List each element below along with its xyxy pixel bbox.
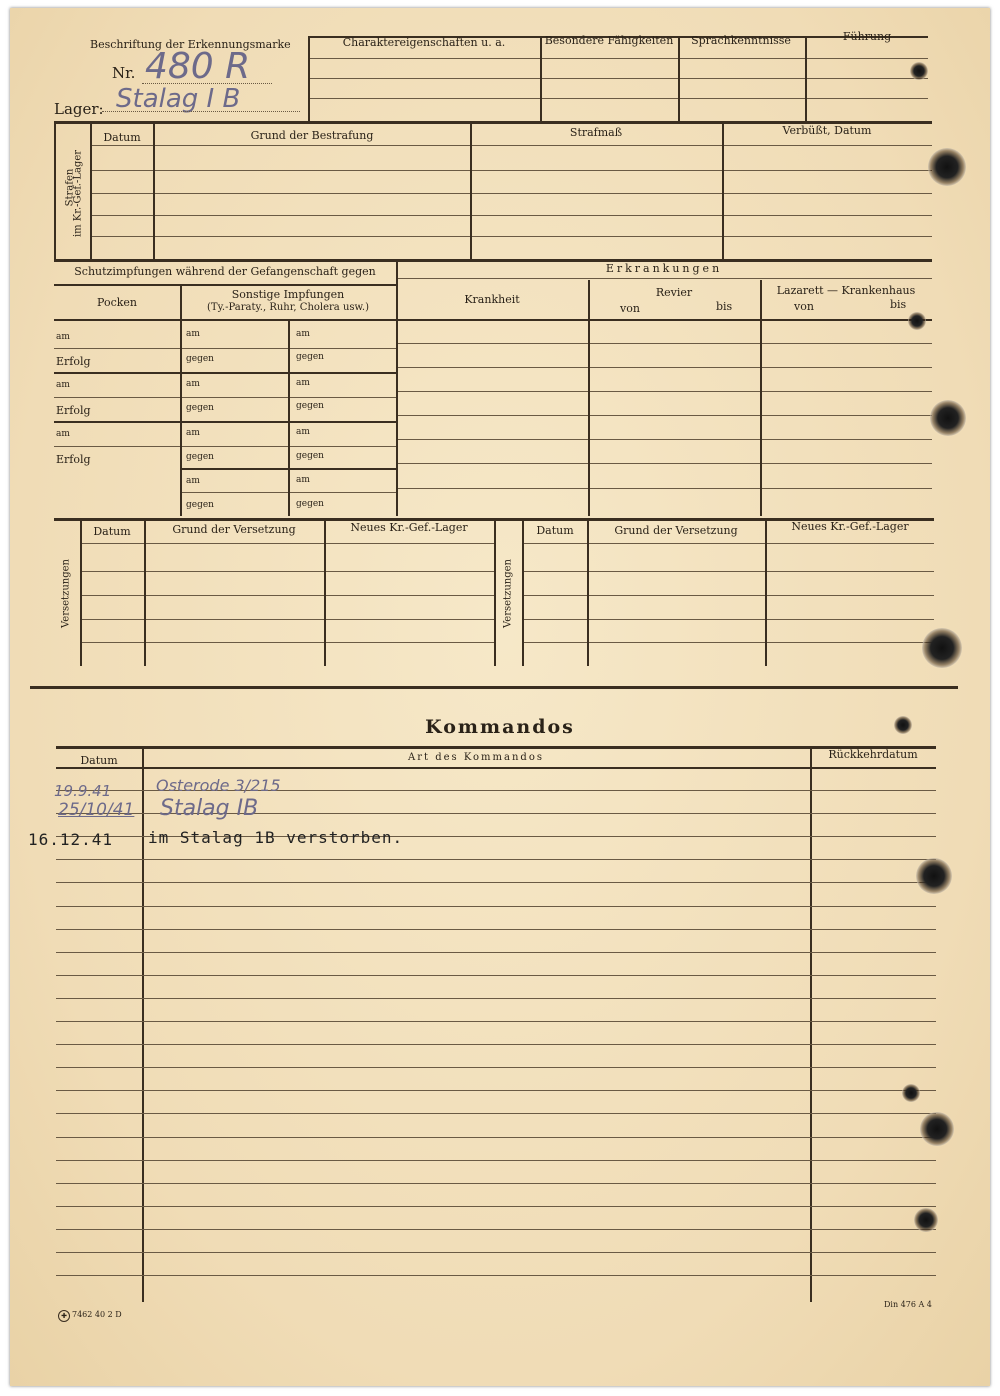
kommandos-row-line bbox=[56, 1067, 936, 1068]
kommandos-row-line bbox=[56, 1137, 936, 1138]
kommandos-art-header: Art des Kommandos bbox=[408, 752, 544, 763]
fuehrung-header: Führung bbox=[842, 30, 892, 43]
kommandos-row-line bbox=[56, 952, 936, 953]
pocken-header: Pocken bbox=[97, 296, 137, 309]
verbuesst-header: Verbüßt, Datum bbox=[782, 124, 872, 137]
verse-grund-left: Grund der Versetzung bbox=[172, 523, 296, 536]
kommando-typed-date: 16.12.41 bbox=[28, 830, 114, 849]
strafen-grund-header: Grund der Bestrafung bbox=[250, 129, 374, 142]
kommandos-row-line bbox=[56, 1090, 936, 1091]
pocken-erfolg-1: Erfolg bbox=[56, 355, 91, 368]
pocken-erfolg-2: Erfolg bbox=[56, 404, 91, 417]
sonst-gegen-3b: gegen bbox=[296, 451, 324, 461]
impfungen-title: Schutzimpfungen während der Gefangenschaft gegen bbox=[74, 265, 376, 278]
rueckkehr-header: Rückkehrdatum bbox=[828, 748, 918, 761]
charakter-header: Charaktereigenschaften u. a. bbox=[342, 36, 506, 49]
kommandos-row-line bbox=[56, 1113, 936, 1114]
sonst-am-3b: am bbox=[296, 427, 310, 437]
nr-value: 480 R bbox=[145, 46, 251, 87]
strafen-side-label-2: im Kr.-Gef.-Lager bbox=[72, 149, 84, 238]
punch-hole-icon bbox=[894, 716, 912, 734]
erkennungsmarke-label: Beschriftung der Erkennungsmarke bbox=[90, 38, 291, 51]
kommandos-row-line bbox=[56, 882, 936, 883]
kommando-entry-2-text: Stalag IB bbox=[160, 796, 259, 821]
kommandos-row-line bbox=[56, 1229, 936, 1230]
punch-hole-icon bbox=[916, 858, 952, 894]
verse-neues-right: Neues Kr.-Gef.-Lager bbox=[791, 520, 909, 533]
revier-header: Revier bbox=[655, 286, 693, 299]
revier-bis: bis bbox=[716, 300, 733, 313]
sprachkenntnisse-header: Sprachkenntnisse bbox=[691, 34, 791, 47]
sonst-am-1b: am bbox=[296, 329, 310, 339]
record-card-back bbox=[10, 8, 990, 1386]
din-label: Din 476 A 4 bbox=[884, 1300, 932, 1309]
sonst-gegen-3a: gegen bbox=[186, 452, 214, 462]
lager-value: Stalag I B bbox=[116, 84, 241, 114]
kommandos-datum-header: Datum bbox=[80, 754, 118, 767]
pocken-am-2: am bbox=[56, 380, 70, 390]
lazarett-header: Lazarett — Krankenhaus bbox=[776, 284, 916, 297]
verse-grund-right: Grund der Versetzung bbox=[614, 524, 738, 537]
lazarett-bis: bis bbox=[890, 298, 907, 311]
sonst-gegen-4b: gegen bbox=[296, 499, 324, 509]
sonst-am-2a: am bbox=[186, 379, 200, 389]
sonst-am-3a: am bbox=[186, 428, 200, 438]
sonstige-header-2: (Ty.-Paraty., Ruhr, Cholera usw.) bbox=[207, 302, 369, 313]
sonst-am-1a: am bbox=[186, 329, 200, 339]
kommandos-row-line bbox=[56, 1206, 936, 1207]
kommandos-row-line bbox=[56, 929, 936, 930]
punch-hole-icon bbox=[902, 1084, 920, 1102]
punch-hole-icon bbox=[928, 148, 966, 186]
sonstige-header-1: Sonstige Impfungen bbox=[231, 288, 345, 301]
erkrankungen-title: Erkrankungen bbox=[605, 262, 723, 275]
sonst-gegen-2a: gegen bbox=[186, 403, 214, 413]
verse-neues-left: Neues Kr.-Gef.-Lager bbox=[350, 521, 468, 534]
verse-datum-left: Datum bbox=[93, 525, 131, 538]
versetzungen-side-label-right: Versetzungen bbox=[502, 559, 514, 628]
kommando-typed-text: im Stalag 1B verstorben. bbox=[148, 828, 404, 847]
kommandos-row-line bbox=[56, 1021, 936, 1022]
krankheit-header: Krankheit bbox=[464, 293, 520, 306]
punch-hole-icon bbox=[920, 1112, 954, 1146]
kommando-entry-1-text: Osterode 3/215 bbox=[156, 776, 281, 795]
kommandos-row-line bbox=[56, 1044, 936, 1045]
strafmass-header: Strafmaß bbox=[569, 126, 623, 139]
revier-von: von bbox=[620, 302, 640, 315]
sonst-am-4b: am bbox=[296, 475, 310, 485]
kommandos-row-line bbox=[56, 1160, 936, 1161]
printer-mark-icon: ✚ bbox=[58, 1310, 70, 1322]
punch-hole-icon bbox=[930, 400, 966, 436]
versetzungen-side-label-left: Versetzungen bbox=[60, 559, 72, 628]
kommandos-row-line bbox=[56, 1252, 936, 1253]
sonst-gegen-4a: gegen bbox=[186, 500, 214, 510]
punch-hole-icon bbox=[922, 628, 962, 668]
kommandos-row-line bbox=[56, 1183, 936, 1184]
form-number: 7462 40 2 D bbox=[72, 1310, 122, 1319]
kommando-entry-1-date: 19.9.41 bbox=[54, 782, 112, 800]
kommandos-row-line bbox=[56, 1275, 936, 1276]
nr-label: Nr. bbox=[112, 64, 136, 82]
lager-label: Lager: bbox=[54, 100, 104, 118]
sonst-gegen-1a: gegen bbox=[186, 354, 214, 364]
sonst-gegen-1b: gegen bbox=[296, 352, 324, 362]
pocken-am-3: am bbox=[56, 429, 70, 439]
kommandos-row-line bbox=[56, 906, 936, 907]
punch-hole-icon bbox=[910, 62, 928, 80]
kommando-entry-2-date: 25/10/41 bbox=[58, 800, 135, 820]
sonst-gegen-2b: gegen bbox=[296, 401, 324, 411]
kommandos-title: Kommandos bbox=[425, 716, 575, 738]
pocken-am-1: am bbox=[56, 332, 70, 342]
faehigkeiten-header: Besondere Fähigkeiten bbox=[544, 34, 674, 47]
kommandos-row-line bbox=[56, 859, 936, 860]
kommandos-row-line bbox=[56, 975, 936, 976]
lazarett-von: von bbox=[794, 300, 814, 313]
strafen-side-label-1: Strafen bbox=[64, 168, 76, 207]
punch-hole-icon bbox=[908, 312, 926, 330]
sonst-am-2b: am bbox=[296, 378, 310, 388]
pocken-erfolg-3: Erfolg bbox=[56, 453, 91, 466]
punch-hole-icon bbox=[914, 1208, 938, 1232]
sonst-am-4a: am bbox=[186, 476, 200, 486]
verse-datum-right: Datum bbox=[536, 524, 574, 537]
kommandos-row-line bbox=[56, 998, 936, 999]
strafen-datum-header: Datum bbox=[103, 131, 141, 144]
